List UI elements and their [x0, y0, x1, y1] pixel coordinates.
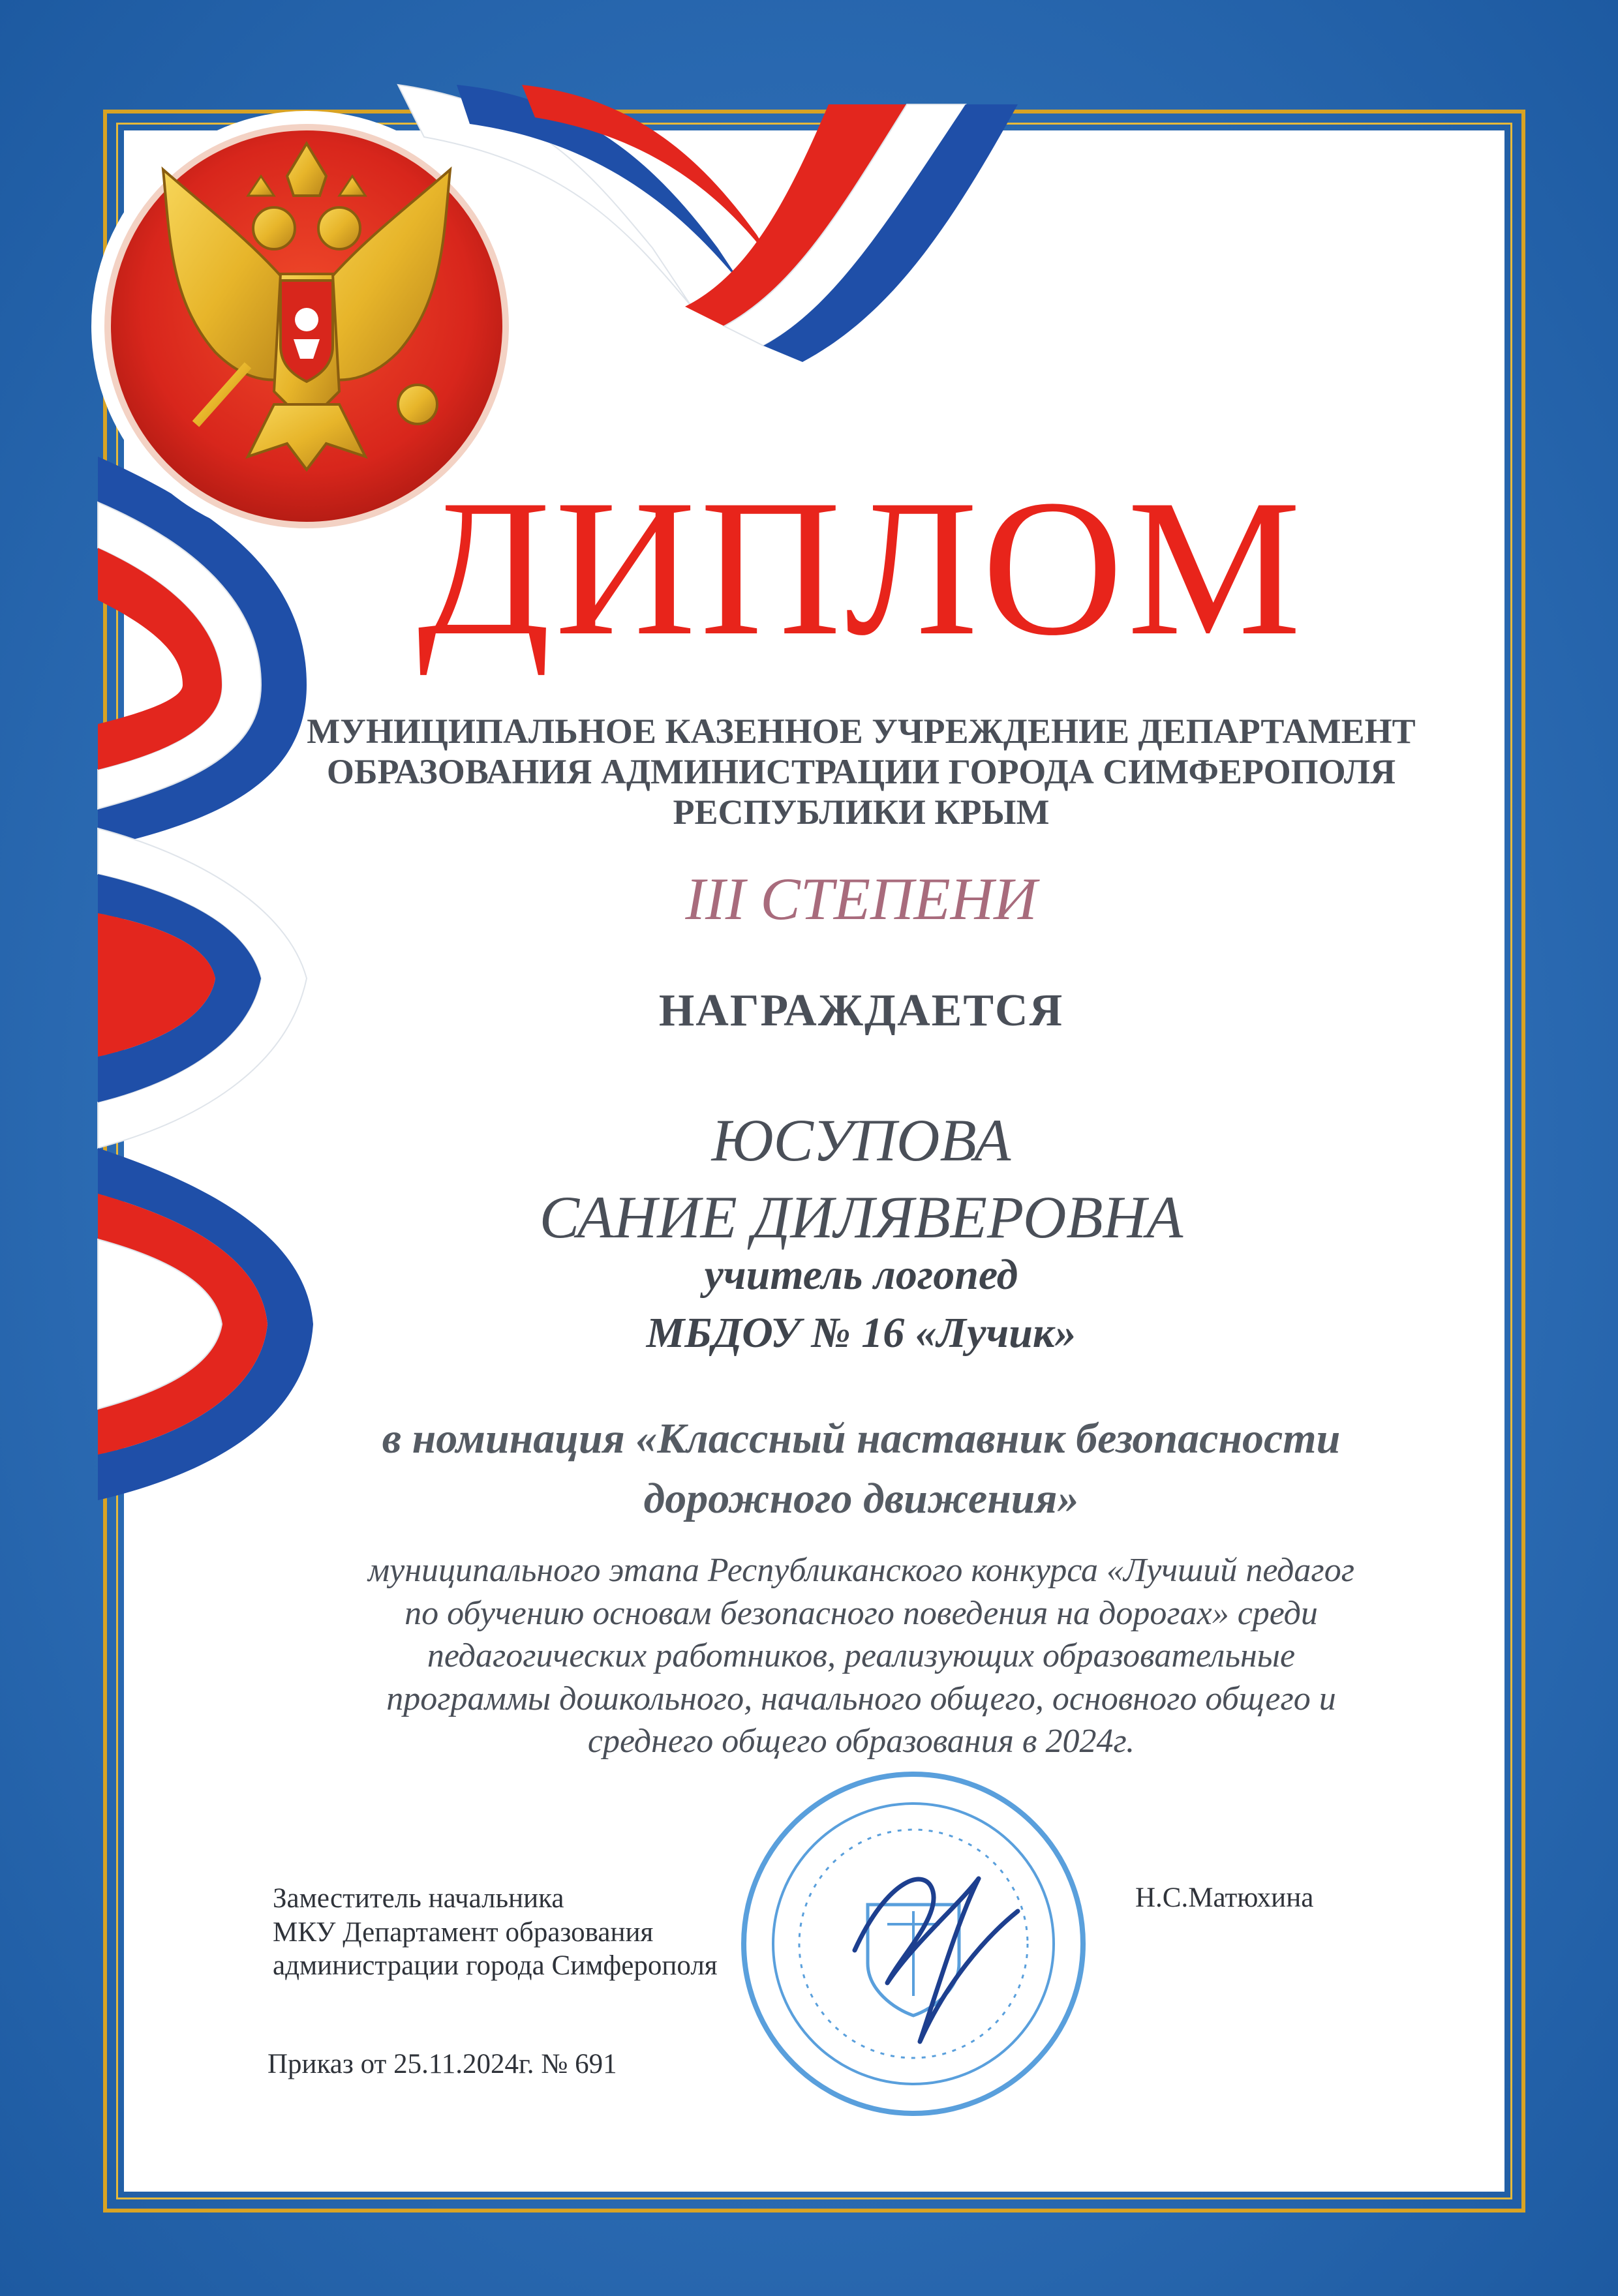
contest-line: программы дошкольного, начального общего, основного общего и [386, 1680, 1336, 1717]
contest-line: среднего общего образования в 2024г. [587, 1723, 1135, 1760]
recipient-role [274, 1246, 1448, 1362]
order-reference: Приказ от 25.11.2024г. № 691 [267, 2049, 617, 2079]
recipient-surname: ЮСУПОВА [711, 1107, 1011, 1173]
signatory-position-line: администрации города Симферополя [273, 1950, 718, 1982]
contest-description [261, 1549, 1461, 1763]
contest-line: педагогических работников, реализующих образовательные [427, 1637, 1296, 1675]
nomination [261, 1409, 1461, 1530]
organization-line: ОБРАЗОВАНИЯ АДМИНИСТРАЦИИ ГОРОДА СИМФЕРОПОЛЯ [326, 752, 1396, 792]
contest-line: по обучению основам безопасного поведения на дорогах» среди [404, 1594, 1318, 1632]
nomination-line: в номинация «Классный наставник безопасности [382, 1415, 1341, 1462]
signatory-position-line: Заместитель начальника [273, 1883, 564, 1914]
recipient-institution: МБДОУ № 16 «Лучик» [646, 1309, 1076, 1357]
contest-line: муниципального этапа Республиканского конкурса «Лучший педагог [367, 1552, 1355, 1589]
recipient-name [274, 1102, 1448, 1256]
organization-line: МУНИЦИПАЛЬНОЕ КАЗЕННОЕ УЧРЕЖДЕНИЕ ДЕПАРТАМЕНТ [307, 712, 1416, 751]
recipient-position: учитель логопед [704, 1251, 1018, 1299]
award-degree: III СТЕПЕНИ [685, 866, 1037, 932]
awarded-label: НАГРАЖДАЕТСЯ [658, 986, 1064, 1036]
nomination-line: дорожного движения» [643, 1475, 1079, 1523]
organization-name [274, 711, 1448, 832]
diploma-title: ДИПЛОМ [417, 459, 1305, 676]
signatory-position-line: МКУ Департамент образования [273, 1916, 654, 1948]
signatory-name: Н.С.Матюхина [1135, 1882, 1314, 1913]
signatory-position [273, 1882, 718, 1983]
recipient-given-names: САНИЕ ДИЛЯВЕРОВНА [539, 1183, 1183, 1250]
organization-line: РЕСПУБЛИКИ КРЫМ [673, 793, 1050, 832]
